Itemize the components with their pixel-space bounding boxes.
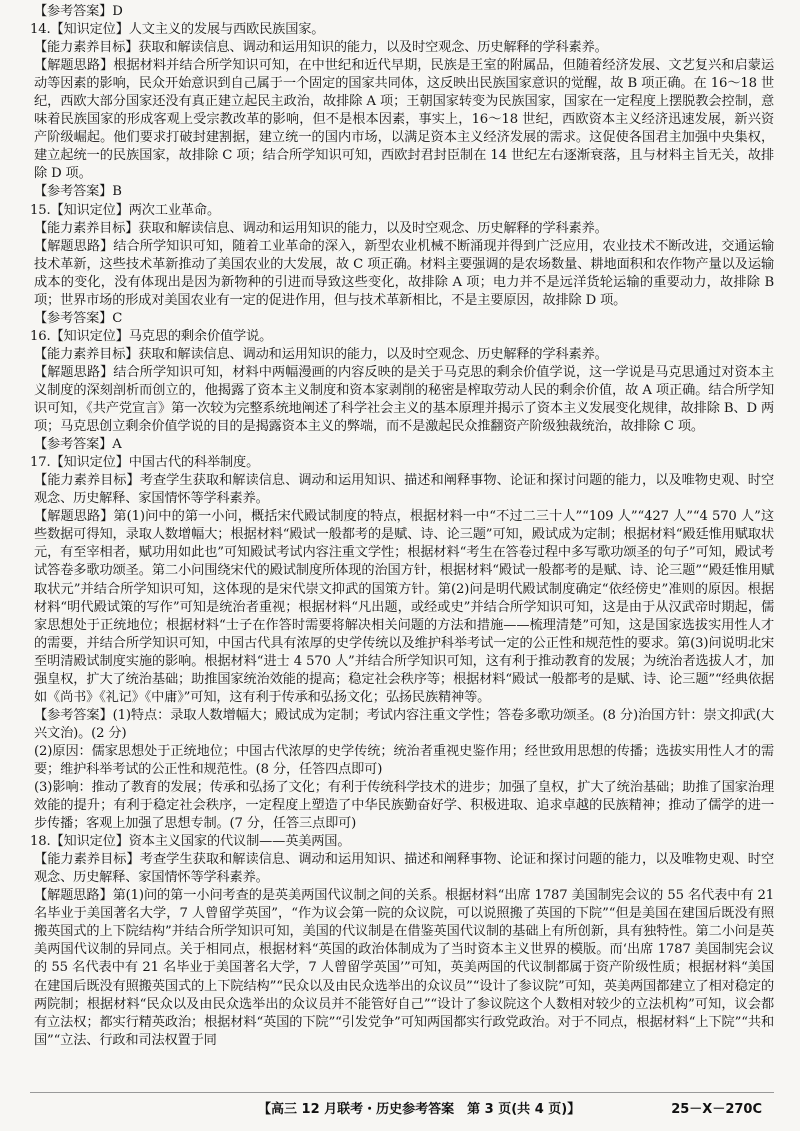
content-paragraph: 【能力素养目标】考查学生获取和解读信息、调动和运用知识、描述和阐释事物、论证和探讨问题的能力，以及唯物史观、时空观念、历史解释、家国情怀等学科素养。	[34, 473, 774, 507]
content-paragraph: 【参考答案】C	[34, 310, 123, 326]
content-paragraph: 【参考答案】(1)特点：录取人数增幅大；殿试成为定制；考试内容注重文学性；答卷多歌功颂圣。(8 分)治国方针：崇文抑武(大兴文治)。(2 分)	[34, 707, 774, 741]
content-paragraph: 【能力素养目标】获取和解读信息、调动和运用知识的能力，以及时空观念、历史解释的学科素养。	[34, 346, 608, 362]
content-paragraph: 【解题思路】第(1)问中的第一小问，概括宋代殿试制度的特点，根据材料一中“不过二三十人”“109 人”“427 人”“4 570 人”这些数据可得知，录取人数增幅大；根据材料“殿试一般都考的是赋、诗、论三题”可知，殿试成为定制；根据材料“殿廷惟用赋取状元，有至宰相者，赋功用如此也”可知殿试考试内容注重文学性；根据材料“考生在答卷过程中多写歌功颂圣的句子”可知，殿试考试答卷多歌功颂圣。第二小问围绕宋代的殿试制度所体现的治国方针，根据材料“殿试一般都考的是赋、诗、论三题”“殿廷惟用赋取状元”并结合所学知识可知，这体现的是宋代崇文抑武的国策方针。第(2)问是明代殿试制度确定“依经傍史”准则的原因。根据材料“明代殿试策的写作”可知是统治者重视；根据材料“凡出题，或经或史”并结合所学知识可知，这是由于从汉武帝时期起，儒家思想处于正统地位；根据材料“士子在作答时需要将解决相关问题的方法和措施——梳理清楚”可知，这是国家选拔实用性人才的需要，并结合所学知识可知，中国古代具有浓厚的史学传统以及维护科举考试一定的公正性和规范性的要求。第(3)问说明北宋至明清殿试制度实施的影响。根据材料“进士 4 570 人”并结合所学知识可知，这有利于推动教育的发展；为统治者选拔人才，加强皇权，扩大了统治基础；助推国家统治效能的提高；稳定社会秩序等；根据材料“殿试一般都考的是赋、诗、论三题”“经典依据如《尚书》《礼记》《中庸》”可知，这有利于传承和弘扬文化；弘扬民族精神等。	[34, 509, 774, 705]
content-paragraph: 【解题思路】结合所学知识可知，随着工业革命的深入，新型农业机械不断涌现并得到广泛应用，农业技术不断改进，交通运输技术革新，这些技术革新推动了美国农业的大发展，故 C 项正确。材料主要强调的是农场数量、耕地面积和农作物产量以及运输成本的变化，没有体现出是因为新物种的引进而导致这些变化，故排除 A 项；电力并不是远洋货轮运输的重要动力，故排除 B 项；世界市场的形成对美国农业有一定的促进作用，但与技术革新相比，不是主要原因，故排除 D 项。	[34, 238, 774, 308]
content-paragraph: 16.【知识定位】马克思的剩余价值学说。	[30, 328, 273, 344]
page-footer	[0, 1098, 800, 1120]
answer-content	[30, 3, 774, 1050]
content-paragraph: 【解题思路】根据材料并结合所学知识可知，在中世纪和近代早期，民族是王室的附属品，但随着经济发展、文艺复兴和启蒙运动等因素的影响，民众开始意识到自己属于一个固定的国家共同体，这反映出民族国家意识的觉醒，故 B 项正确。在 16～18 世纪，西欧大部分国家还没有真正建立起民主政治，故排除 A 项；王朝国家转变为民族国家，国家在一定程度上摆脱教会控制，意味着民族国家的形成客观上受宗教改革的影响，但不是根本因素，事实上，16～18 世纪，西欧资本主义经济迅速发展，新兴资产阶级崛起。他们要求打破封建割据，建立统一的国内市场，以满足资本主义经济发展的需求。这促使各国君主加强中央集权，建立起统一的民族国家，故排除 C 项；结合所学知识可知，西欧封君封臣制在 14 世纪左右逐渐衰落，且与材料主旨无关，故排除 D 项。	[34, 58, 774, 182]
content-paragraph: 【能力素养目标】获取和解读信息、调动和运用知识的能力，以及时空观念、历史解释的学科素养。	[34, 220, 608, 236]
content-paragraph: 【能力素养目标】考查学生获取和解读信息、调动和运用知识、描述和阐释事物、论证和探讨问题的能力，以及唯物史观、时空观念、历史解释、家国情怀等学科素养。	[34, 852, 774, 886]
content-paragraph: (3)影响：推动了教育的发展；传承和弘扬了文化；有利于传统科学技术的进步；加强了皇权，扩大了统治基础；助推了国家治理效能的提升；有利于稳定社会秩序，一定程度上塑造了中华民族勤奋好学、积极进取、追求卓越的民族精神；推动了儒学的进一步传播；客观上加强了思想专制。(7 分，任答三点即可)	[34, 780, 774, 832]
footer-divider	[30, 1092, 774, 1093]
footer-code: 25－X－270C	[671, 1102, 762, 1117]
content-paragraph: 17.【知识定位】中国古代的科举制度。	[30, 455, 260, 471]
content-paragraph: (2)原因：儒家思想处于正统地位；中国古代浓厚的史学传统；统治者重视史鉴作用；经世致用思想的传播；选拔实用性人才的需要；维护科举考试的公正性和规范性。(8 分，任答四点即可)	[34, 743, 774, 777]
content-paragraph: 18.【知识定位】资本主义国家的代议制——英美两国。	[30, 834, 351, 850]
content-paragraph: 15.【知识定位】两次工业革命。	[30, 202, 221, 218]
content-paragraph: 【参考答案】D	[34, 4, 123, 19]
content-paragraph: 【解题思路】第(1)问的第一小问考查的是英美两国代议制之间的关系。根据材料“出席 1787 美国制宪会议的 55 名代表中有 21 名毕业于美国著名大学，7 人曾留学英国”，“作为议会第一院的众议院，可以说照搬了英国的下院”“但是美国在建国后既没有照搬英国式的上下院结构”并结合所学知识可知，美国的代议制是在借鉴英国代议制的基础上有所创新，具有独特性。第二小问是英美两国代议制的异同点。关于相同点，根据材料“英国的政治体制成为了当时资本主义世界的模版。而‘出席 1787 美国制宪会议的 55 名代表中有 21 名毕业于美国著名大学，7 人曾留学英国’”可知，英美两国的代议制都属于资产阶级性质；根据材料“美国在建国后既没有照搬英国式的上下院结构”“民众以及由民众选举出的众议员”“设计了参议院”可知，英美两国都建立了相对稳定的两院制；根据材料“民众以及由民众选举出的众议员并不能管好自己”“设计了参议院这个人数相对较少的立法机构”可知，议会都有立法权；都实行精英政治；根据材料“英国的下院”“引发党争”可知两国都实行政党政治。对于不同点，根据材料“上下院”“共和国”“立法、行政和司法权置于同	[34, 888, 774, 1048]
content-paragraph: 14.【知识定位】人文主义的发展与西欧民族国家。	[30, 22, 325, 38]
content-paragraph: 【能力素养目标】获取和解读信息、调动和运用知识的能力，以及时空观念、历史解释的学科素养。	[34, 40, 608, 56]
content-paragraph: 【参考答案】B	[34, 184, 122, 200]
content-paragraph: 【参考答案】A	[34, 437, 122, 453]
footer-title: 【高三 12 月联考・历史参考答案 第 3 页(共 4 页)】	[258, 1102, 581, 1117]
content-paragraph: 【解题思路】结合所学知识可知，材料中两幅漫画的内容反映的是关于马克思的剩余价值学说，这一学说是马克思通过对资本主义制度的深刻剖析而创立的，他揭露了资本主义制度和资本家剥削的秘密是榨取劳动人民的剩余价值，故 A 项正确。结合所学知识可知，《共产党宣言》第一次较为完整系统地阐述了科学社会主义的基本原理并揭示了资本主义发展变化规律，故排除 B、D 两项；马克思创立剩余价值学说的目的是揭露资本主义的弊端，而不是激起民众推翻资产阶级独裁统治，故排除 C 项。	[34, 364, 774, 435]
